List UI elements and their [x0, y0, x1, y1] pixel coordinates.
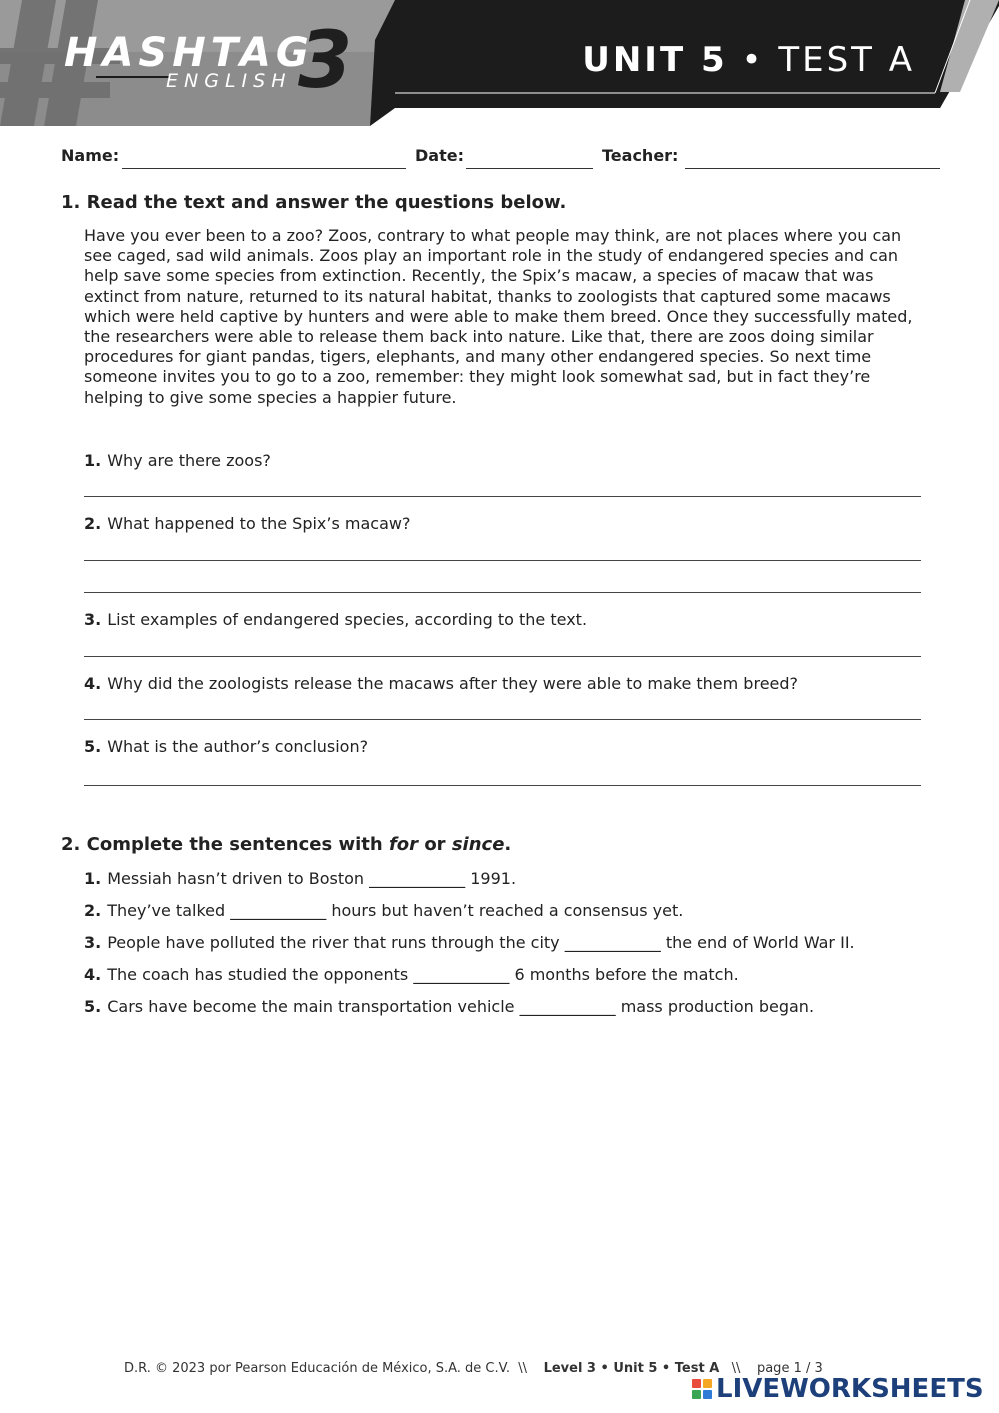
fill-sentence-2 [84, 901, 683, 920]
logo-tile-blue [703, 1390, 712, 1399]
liveworksheets-watermark [692, 1374, 984, 1404]
sentence-after: the end of World War II. [665, 933, 855, 952]
blank-field[interactable]: ____________ [369, 869, 466, 888]
question-number: 2. [84, 514, 102, 533]
answer-line-1[interactable] [84, 496, 921, 497]
page-number: page 1 / 3 [756, 1361, 823, 1376]
name-field[interactable] [122, 168, 406, 169]
blank-field[interactable]: ____________ [413, 965, 510, 984]
sentence-number: 4. [84, 965, 102, 984]
section2-or: or [424, 834, 446, 855]
sentence-number: 2. [84, 901, 102, 920]
liveworksheets-wordmark: LIVEWORKSHEETS [716, 1374, 984, 1404]
test-label: TEST A [778, 40, 915, 80]
footer-separator: \\ [731, 1361, 741, 1376]
sentence-after: hours but haven’t reached a consensus yet. [331, 901, 684, 920]
blank-field[interactable]: ____________ [230, 901, 327, 920]
logo-level-number: 3 [298, 16, 353, 106]
question-text: Why did the zoologists release the macaws after they were able to make them breed? [107, 674, 799, 693]
answer-line-3[interactable] [84, 656, 921, 657]
fill-sentence-1 [84, 869, 516, 888]
keyword-for: for [388, 834, 419, 855]
section2-instruction: Complete the sentences with [86, 834, 383, 855]
date-field[interactable] [466, 168, 593, 169]
sentence-before: They’ve talked [107, 901, 226, 920]
sentence-number: 3. [84, 933, 102, 952]
logo-wordmark: HASHTAG [64, 30, 314, 76]
logo-subtitle: ENGLISH [166, 70, 292, 92]
title-separator: • [741, 40, 765, 80]
sentence-after: 1991. [470, 869, 517, 888]
copyright-text: D.R. © 2023 por Pearson Educación de México, S.A. de C.V. [124, 1361, 510, 1376]
footer-separator: \\ [518, 1361, 528, 1376]
question-2 [84, 514, 410, 533]
question-number: 1. [84, 451, 102, 470]
sentence-number: 1. [84, 869, 102, 888]
question-4 [84, 674, 798, 693]
section2-number: 2. [61, 834, 81, 855]
logo-tile-orange [703, 1379, 712, 1388]
page-header [0, 0, 999, 126]
answer-line-2b[interactable] [84, 592, 921, 593]
blank-field[interactable]: ____________ [564, 933, 661, 952]
keyword-since: since [451, 834, 505, 855]
question-text: What is the author’s conclusion? [107, 737, 369, 756]
fill-sentence-5 [84, 997, 814, 1016]
sentence-after: 6 months before the match. [514, 965, 739, 984]
sentence-before: Messiah hasn’t driven to Boston [107, 869, 365, 888]
logo-tile-red [692, 1379, 701, 1388]
test-title [582, 40, 915, 80]
blank-field[interactable]: ____________ [519, 997, 616, 1016]
teacher-label: Teacher: [602, 146, 679, 165]
question-number: 3. [84, 610, 102, 629]
answer-line-5[interactable] [84, 785, 921, 786]
sentence-number: 5. [84, 997, 102, 1016]
sentence-before: People have polluted the river that runs through the city [107, 933, 560, 952]
name-label: Name: [61, 146, 120, 165]
answer-line-2a[interactable] [84, 560, 921, 561]
teacher-field[interactable] [685, 168, 940, 169]
question-number: 5. [84, 737, 102, 756]
question-3 [84, 610, 587, 629]
fill-sentence-3 [84, 933, 855, 952]
section1-title: 1. Read the text and answer the questions below. [61, 192, 567, 213]
section2-period: . [504, 834, 512, 855]
sentence-before: The coach has studied the opponents [107, 965, 409, 984]
sentence-before: Cars have become the main transportation vehicle [107, 997, 515, 1016]
question-5 [84, 737, 368, 756]
answer-line-4[interactable] [84, 719, 921, 720]
unit-label: UNIT 5 [582, 40, 728, 80]
question-text: List examples of endangered species, according to the text. [107, 610, 588, 629]
date-label: Date: [415, 146, 464, 165]
question-number: 4. [84, 674, 102, 693]
liveworksheets-logo-icon [692, 1379, 712, 1399]
question-text: Why are there zoos? [107, 451, 271, 470]
footer-level: Level 3 • Unit 5 • Test A [543, 1361, 720, 1376]
sentence-after: mass production began. [620, 997, 815, 1016]
section2-title [61, 834, 511, 855]
reading-passage: Have you ever been to a zoo? Zoos, contrary to what people may think, are not places where you can see caged, sad wild animals. Zoos play an important role in the study of endangered species and can help save some species from extinction. Recently, the Spix’s macaw, a species of macaw that was extinct from nature, returned to its natural habitat, thanks to zoologists that captured some macaws which were held captive by hunters and were able to make them breed. Once they successfully mated, the researchers were able to release them back into nature. Like that, there are zoos doing similar procedures for giant pandas, tigers, elephants, and many other endangered species. So next time someone invites you to go to a zoo, remember: they might look somewhat sad, but in fact they’re helping to give some species a happier future. [84, 226, 913, 407]
student-info-fields [61, 146, 941, 172]
question-text: What happened to the Spix’s macaw? [107, 514, 411, 533]
question-1 [84, 451, 271, 470]
logo-tile-green [692, 1390, 701, 1399]
fill-sentence-4 [84, 965, 739, 984]
